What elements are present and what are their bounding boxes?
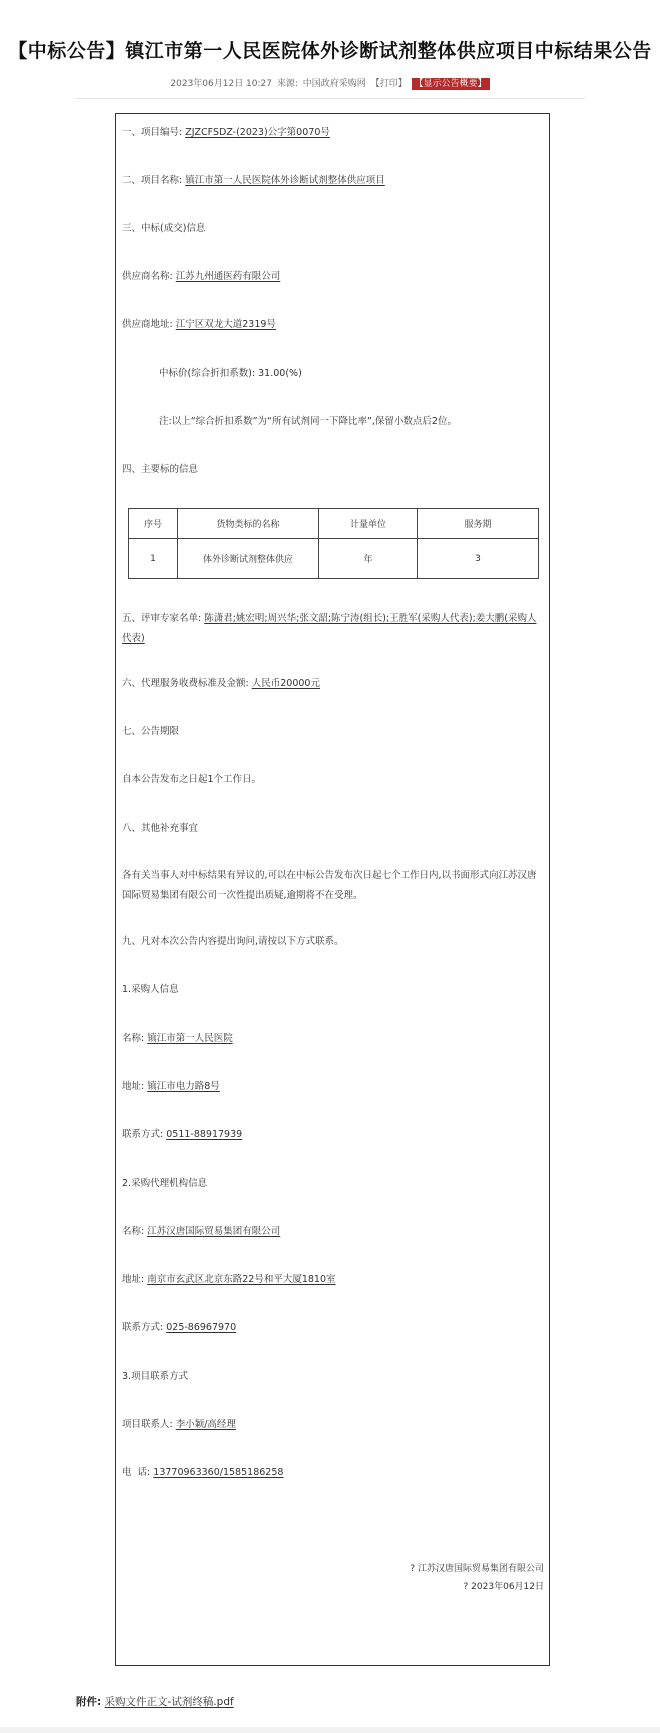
show-summary-button[interactable]: 【显示公告概要】 [412, 78, 490, 90]
other-heading: 八、其他补充事宜 [122, 823, 199, 834]
other-text: 各有关当事人对中标结果有异议的,可以在中标公告发布次日起七个工作日内,以书面形式向江苏汉唐国际贸易集团有限公司一次性提出质疑,逾期将不在受理。 [122, 870, 537, 901]
table-header-row [129, 509, 539, 539]
winner-heading: 三、中标(成交)信息 [122, 223, 206, 234]
winning-price: 中标价(综合折扣系数): 31.00(%) [159, 368, 302, 379]
supplier-name: 江苏九州通医药有限公司 [175, 271, 281, 282]
experts-line: 五、评审专家名单: 陈潇君;姚宏明;周兴华;张文韶;陈宁涛(组长);王胜军(采购人代表);姜大鹏(采购人代表) [122, 613, 537, 644]
main-items-table [128, 508, 539, 579]
print-link[interactable]: 【打印】 [370, 79, 407, 89]
price-note: 注:以上“综合折扣系数”为“所有试剂同一下降比率”,保留小数点后2位。 [159, 416, 457, 427]
source-name: 中国政府采购网 [302, 79, 366, 89]
table-cell: 年 [319, 539, 418, 579]
project-contact-line: 项目联系人: 李小颖/高经理 [122, 1419, 236, 1430]
publish-datetime: 2023年06月12日 10:27 [170, 79, 272, 89]
contact-heading: 九、凡对本次公告内容提出询问,请按以下方式联系。 [122, 936, 344, 947]
table-cell: 1 [129, 539, 178, 579]
main-items-heading: 四、主要标的信息 [122, 464, 199, 475]
buyer-heading: 1.采购人信息 [122, 984, 179, 995]
page-title: 【中标公告】镇江市第一人民医院体外诊断试剂整体供应项目中标结果公告 [8, 40, 652, 62]
supplier-address-line: 供应商地址: 江宁区双龙大道2319号 [122, 319, 276, 330]
buyer-name-line: 名称: 镇江市第一人民医院 [122, 1033, 233, 1044]
table-header: 货物类标的名称 [178, 509, 319, 539]
title-divider [75, 98, 585, 99]
project-name: 镇江市第一人民医院体外诊断试剂整体供应项目 [185, 175, 385, 186]
signature-company: ? 江苏汉唐国际贸易集团有限公司 [410, 1564, 544, 1574]
table-header: 计量单位 [319, 509, 418, 539]
project-number-line: 一、项目编号: ZJZCFSDZ-(2023)公字第0070号 [122, 127, 330, 138]
agency-phone: 025-86967970 [166, 1322, 237, 1333]
table-cell: 体外诊断试剂整体供应 [178, 539, 319, 579]
project-name-line: 二、项目名称: 镇江市第一人民医院体外诊断试剂整体供应项目 [122, 175, 385, 186]
attachment-label: 附件: [76, 1696, 102, 1708]
supplier-address: 江宁区双龙大道2319号 [175, 319, 276, 330]
agency-address-line: 地址: 南京市玄武区北京东路22号和平大厦1810室 [122, 1274, 336, 1285]
period-heading: 七、公告期限 [122, 726, 180, 737]
buyer-phone: 0511-88917939 [166, 1129, 243, 1140]
project-contact: 李小颖/高经理 [175, 1419, 236, 1430]
signature-date: ? 2023年06月12日 [463, 1582, 544, 1592]
project-contact-heading: 3.项目联系方式 [122, 1371, 189, 1382]
table-header: 序号 [129, 509, 178, 539]
buyer-address: 镇江市电力路8号 [147, 1081, 220, 1092]
buyer-name: 镇江市第一人民医院 [147, 1033, 233, 1044]
phone-line: 电 话: 13770963360/1585186258 [122, 1467, 284, 1478]
experts-list: 陈潇君;姚宏明;周兴华;张文韶;陈宁涛(组长);王胜军(采购人代表);姜大鹏(采购人代表) [122, 613, 537, 644]
attachment-file-link[interactable]: 采购文件正文-试剂终稿.pdf [104, 1696, 234, 1708]
attachment-line [76, 1694, 234, 1709]
table-header: 服务期 [418, 509, 539, 539]
agency-name-line: 名称: 江苏汉唐国际贸易集团有限公司 [122, 1226, 281, 1237]
footer-bar [0, 1727, 660, 1733]
agency-address: 南京市玄武区北京东路22号和平大厦1810室 [147, 1274, 336, 1285]
contact-phone: 13770963360/1585186258 [153, 1467, 284, 1478]
period-text: 自本公告发布之日起1个工作日。 [122, 774, 262, 785]
buyer-address-line: 地址: 镇江市电力路8号 [122, 1081, 220, 1092]
fee-line: 六、代理服务收费标准及金额: 人民币20000元 [122, 678, 320, 689]
source-label: 来源: [276, 79, 298, 89]
buyer-phone-line: 联系方式: 0511-88917939 [122, 1129, 243, 1140]
fee-amount: 人民币20000元 [251, 678, 320, 689]
agency-name: 江苏汉唐国际贸易集团有限公司 [147, 1226, 281, 1237]
agency-heading: 2.采购代理机构信息 [122, 1178, 208, 1189]
table-cell: 3 [418, 539, 539, 579]
supplier-name-line: 供应商名称: 江苏九州通医药有限公司 [122, 271, 281, 282]
meta-bar [0, 76, 660, 90]
agency-phone-line: 联系方式: 025-86967970 [122, 1322, 237, 1333]
project-number: ZJZCFSDZ-(2023)公字第0070号 [185, 127, 330, 138]
table-row [129, 539, 539, 579]
